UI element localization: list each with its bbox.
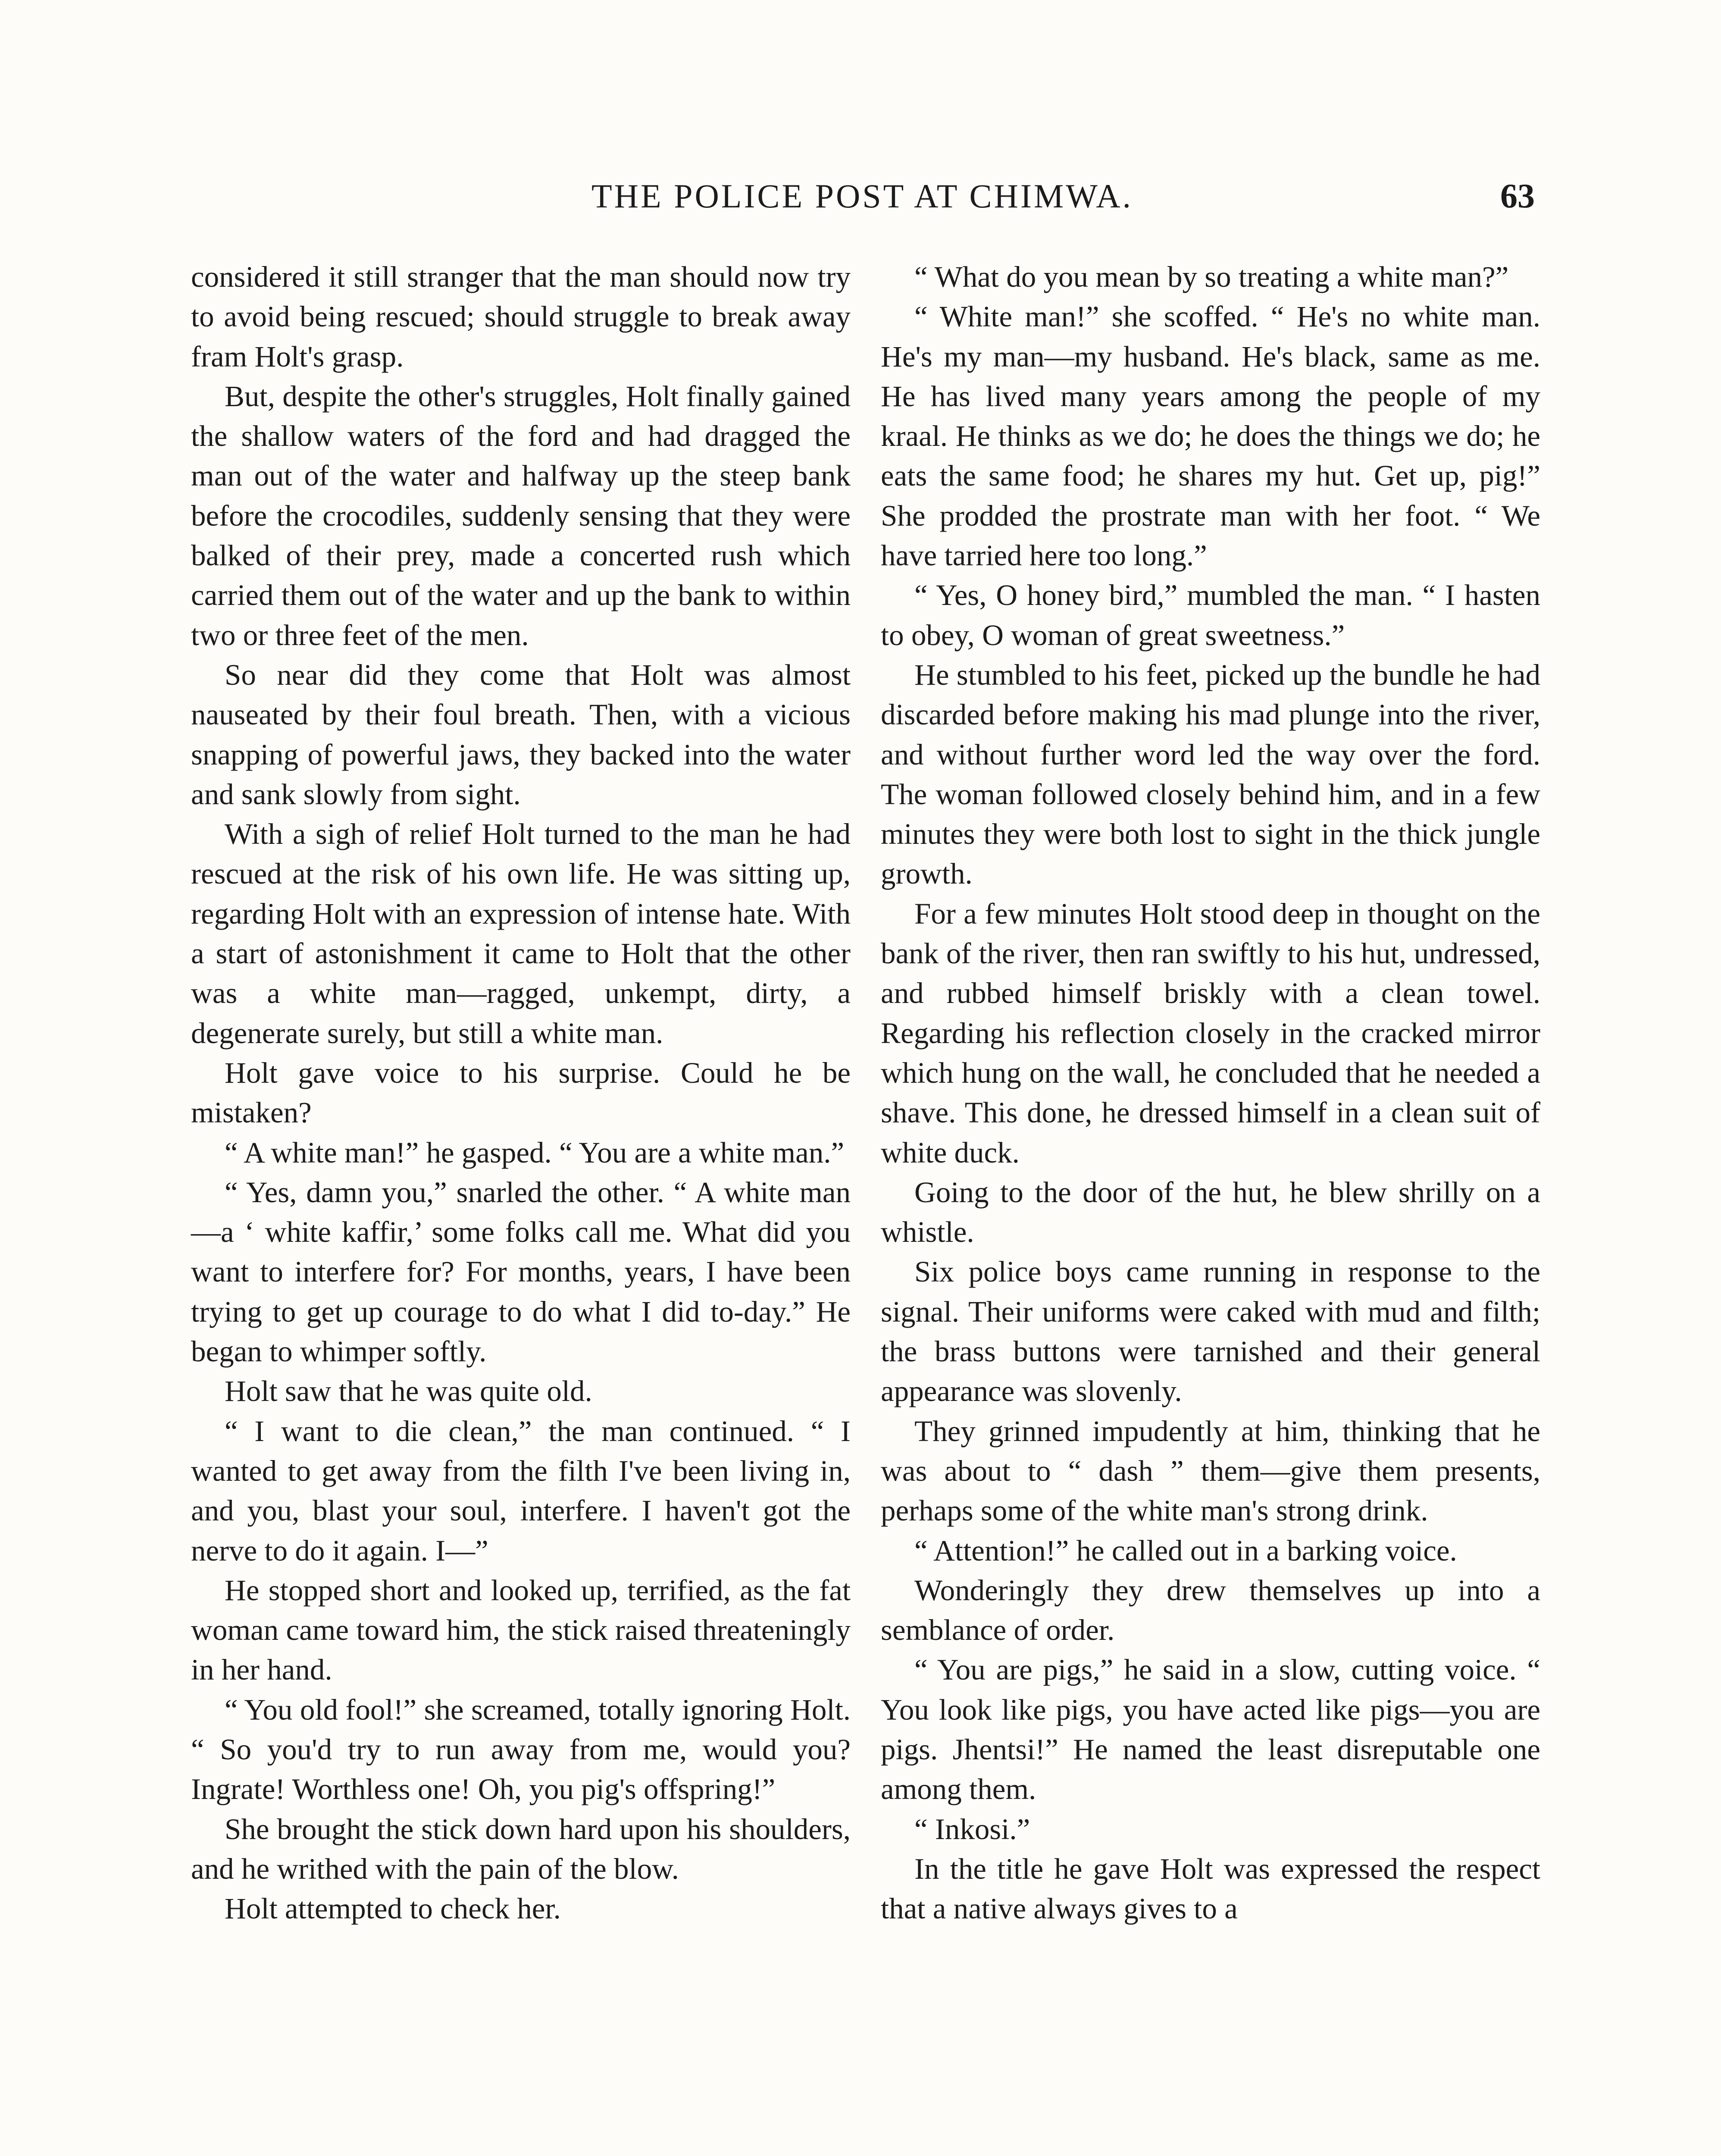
paragraph: “ I want to die clean,” the man continued. “ I wanted to get away from the filth I've been living in, and you, blast your soul, interfere. I haven't got the nerve to do it again. I—” [191, 1414, 851, 1567]
paragraph: considered it still stranger that the man should now try to avoid being rescued; should struggle to break away fram Holt's grasp. [191, 260, 851, 373]
page-number: 63 [1500, 177, 1535, 215]
paragraph: “ Yes, O honey bird,” mumbled the man. “ I hasten to obey, O woman of great sweetness.” [881, 579, 1540, 652]
paragraph: “ Attention!” he called out in a barking voice. [914, 1534, 1457, 1567]
paragraph: But, despite the other's struggles, Holt finally gained the shallow waters of the ford and had dragged the man out of the water and halfway up the steep bank before the crocodiles, suddenly sensing that they were balked of their prey, made a concerted rush which carried them out of the water and up the bank to within two or three feet of the men. [191, 379, 851, 652]
paragraph: For a few minutes Holt stood deep in thought on the bank of the river, then ran swiftly to his hut, undressed, and rubbed himself briskly with a clean towel. Regarding his reflection closely in the cracked mirror which hung on the wall, he concluded that he needed a shave. This done, he dressed himself in a clean suit of white duck. [881, 897, 1540, 1169]
paragraph: “ What do you mean by so treating a white man?” [914, 260, 1509, 293]
paragraph: They grinned impudently at him, thinking that he was about to “ dash ” them—give them presents, perhaps some of the white man's strong drink. [881, 1414, 1540, 1527]
paragraph: “ White man!” she scoffed. “ He's no white man. He's my man—my husband. He's black, same as me. He has lived many years among the people of my kraal. He thinks as we do; he does the things we do; he eats the same food; he shares my hut. Get up, pig!” She prodded the prostrate man with her foot. “ We have tarried here too long.” [881, 300, 1540, 572]
running-title: THE POLICE POST AT CHIMWA. [591, 177, 1133, 215]
left-text-column [191, 257, 851, 1928]
running-header [190, 172, 1535, 220]
paragraph: Six police boys came running in response to the signal. Their uniforms were caked with mud and filth; the brass buttons were tarnished and their general appearance was slovenly. [881, 1255, 1540, 1408]
paragraph: “ Inkosi.” [914, 1812, 1030, 1846]
paragraph: “ You are pigs,” he said in a slow, cutting voice. “ You look like pigs, you have acted like pigs—you are pigs. Jhentsi!” He named the least disreputable one among them. [881, 1653, 1540, 1806]
paragraph: With a sigh of relief Holt turned to the man he had rescued at the risk of his own life. He was sitting up, regarding Holt with an expression of intense hate. With a start of astonishment it came to Holt that the other was a white man—ragged, unkempt, dirty, a degenerate surely, but still a white man. [191, 818, 851, 1050]
paragraph: She brought the stick down hard upon his shoulders, and he writhed with the pain of the blow. [191, 1812, 851, 1885]
paragraph: He stumbled to his feet, picked up the bundle he had discarded before making his mad plunge into the river, and without further word led the way over the ford. The woman followed closely behind him, and in a few minutes they were both lost to sight in the thick jungle growth. [881, 658, 1540, 890]
paragraph: “ Yes, damn you,” snarled the other. “ A white man—a ‘ white kaffir,’ some folks call me. What did you want to interfere for? For months, years, I have been trying to get up courage to do what I did to-day.” He began to whimper softly. [191, 1175, 851, 1368]
paragraph: So near did they come that Holt was almost nauseated by their foul breath. Then, with a vicious snapping of powerful jaws, they backed into the water and sank slowly from sight. [191, 658, 851, 811]
paragraph: He stopped short and looked up, terrified, as the fat woman came toward him, the stick raised threateningly in her hand. [191, 1573, 851, 1686]
paragraph: In the title he gave Holt was expressed the respect that a native always gives to a [881, 1852, 1540, 1925]
right-text-column [881, 257, 1540, 1928]
paragraph: Holt saw that he was quite old. [225, 1375, 592, 1408]
paragraph: Holt gave voice to his surprise. Could he be mistaken? [191, 1056, 851, 1129]
paragraph: Going to the door of the hut, he blew shrilly on a whistle. [881, 1175, 1540, 1249]
paragraph: Wonderingly they drew themselves up into a semblance of order. [881, 1573, 1540, 1647]
paragraph: “ You old fool!” she screamed, totally ignoring Holt. “ So you'd try to run away from me, would you? Ingrate! Worthless one! Oh, you pig's offspring!” [191, 1693, 851, 1806]
paragraph: “ A white man!” he gasped. “ You are a white man.” [225, 1136, 845, 1169]
paragraph: Holt attempted to check her. [225, 1892, 561, 1925]
